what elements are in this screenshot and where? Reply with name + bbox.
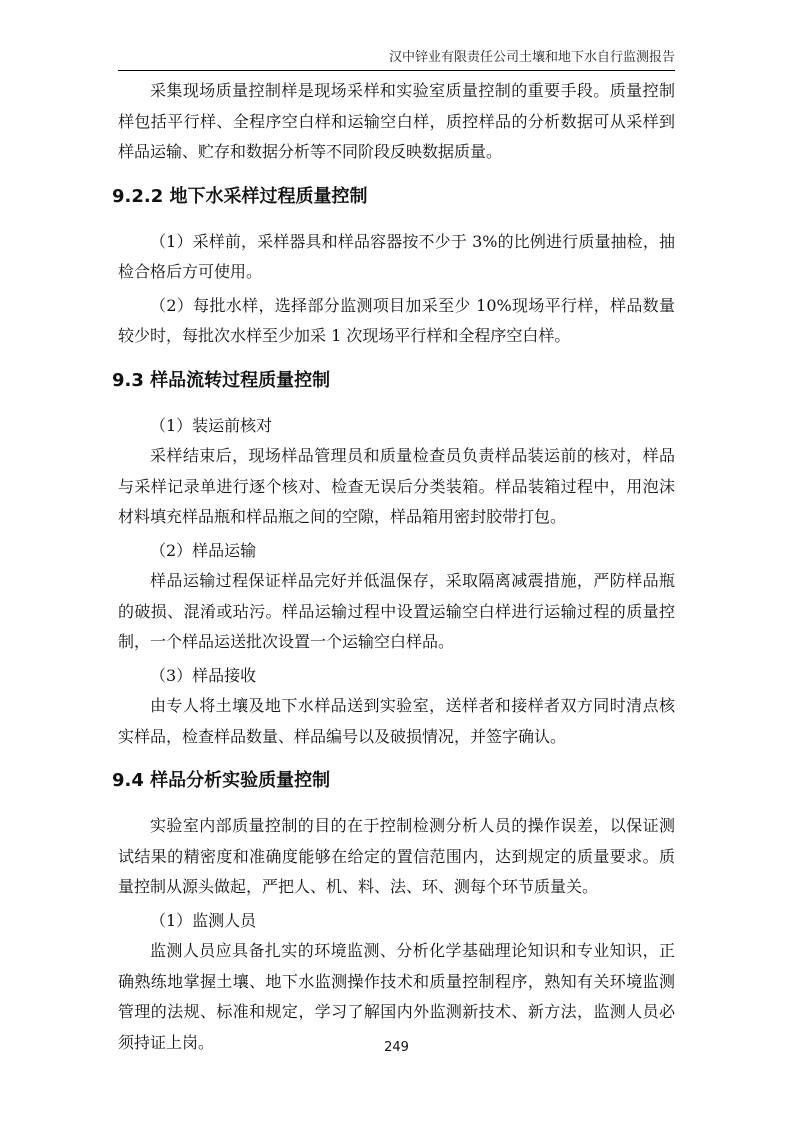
monitoring-staff-paragraph: 监测人员应具备扎实的环境监测、分析化学基础理论知识和专业知识，正确熟练地掌握土壤、地下水监测操作技术和质量控制程序，熟知有关环境监测管理的法规、标准和规定，学习了解国内外监测新技术、新方法，监测人员必须持证上岗。 <box>118 941 675 1052</box>
intro-paragraph: 采集现场质量控制样是现场采样和实验室质量控制的重要手段。质量控制样包括平行样、全程序空白样和运输空白样，质控样品的分析数据可从采样到样品运输、贮存和数据分析等不同阶段反映数据质量。 <box>118 81 675 161</box>
subheading-monitoring-staff: （1）监测人员 <box>150 910 257 930</box>
page-number: 249 <box>384 1040 409 1055</box>
subheading-sample-transport: （2）样品运输 <box>150 540 257 560</box>
item-2-paragraph: （2）每批水样，选择部分监测项目加采至少 10%现场平行样，样品数量较少时，每批次水样至少加采 1 次现场平行样和全程序空白样。 <box>118 295 675 345</box>
item-1-paragraph: （1）采样前，采样器具和样品容器按不少于 3%的比例进行质量抽检，抽检合格后方可使用。 <box>118 231 675 281</box>
heading-9-4: 9.4 样品分析实验质量控制 <box>112 770 331 791</box>
heading-9-2-2: 9.2.2 地下水采样过程质量控制 <box>112 185 368 207</box>
pre-shipment-paragraph: 采样结束后，现场样品管理员和质量检查员负责样品装运前的核对，样品与采样记录单进行逐个核对、检查无误后分类装箱。样品装箱过程中，用泡沫材料填充样品瓶和样品瓶之间的空隙，样品箱用密封胶带打包。 <box>118 446 675 526</box>
page-header <box>118 46 675 71</box>
lab-qc-intro-paragraph: 实验室内部质量控制的目的在于控制检测分析人员的操作误差，以保证测试结果的精密度和准确度能够在给定的置信范围内，达到规定的质量要求。质量控制从源头做起，严把人、机、料、法、环、测每个环节质量关。 <box>118 816 675 896</box>
subheading-sample-receipt: （3）样品接收 <box>150 665 257 685</box>
sample-transport-paragraph: 样品运输过程保证样品完好并低温保存，采取隔离减震措施，严防样品瓶的破损、混淆或玷污。样品运输过程中设置运输空白样进行运输过程的质量控制，一个样品运送批次设置一个运输空白样品。 <box>118 571 675 651</box>
header-title: 汉中锌业有限责任公司土壤和地下水自行监测报告 <box>388 50 675 65</box>
subheading-pre-shipment-check: （1）装运前核对 <box>150 415 273 435</box>
sample-receipt-paragraph: 由专人将土壤及地下水样品送到实验室，送样者和接样者双方同时清点核实样品，检查样品数量、样品编号以及破损情况，并签字确认。 <box>118 696 675 746</box>
heading-9-3: 9.3 样品流转过程质量控制 <box>112 369 331 391</box>
document-body <box>112 76 675 1058</box>
